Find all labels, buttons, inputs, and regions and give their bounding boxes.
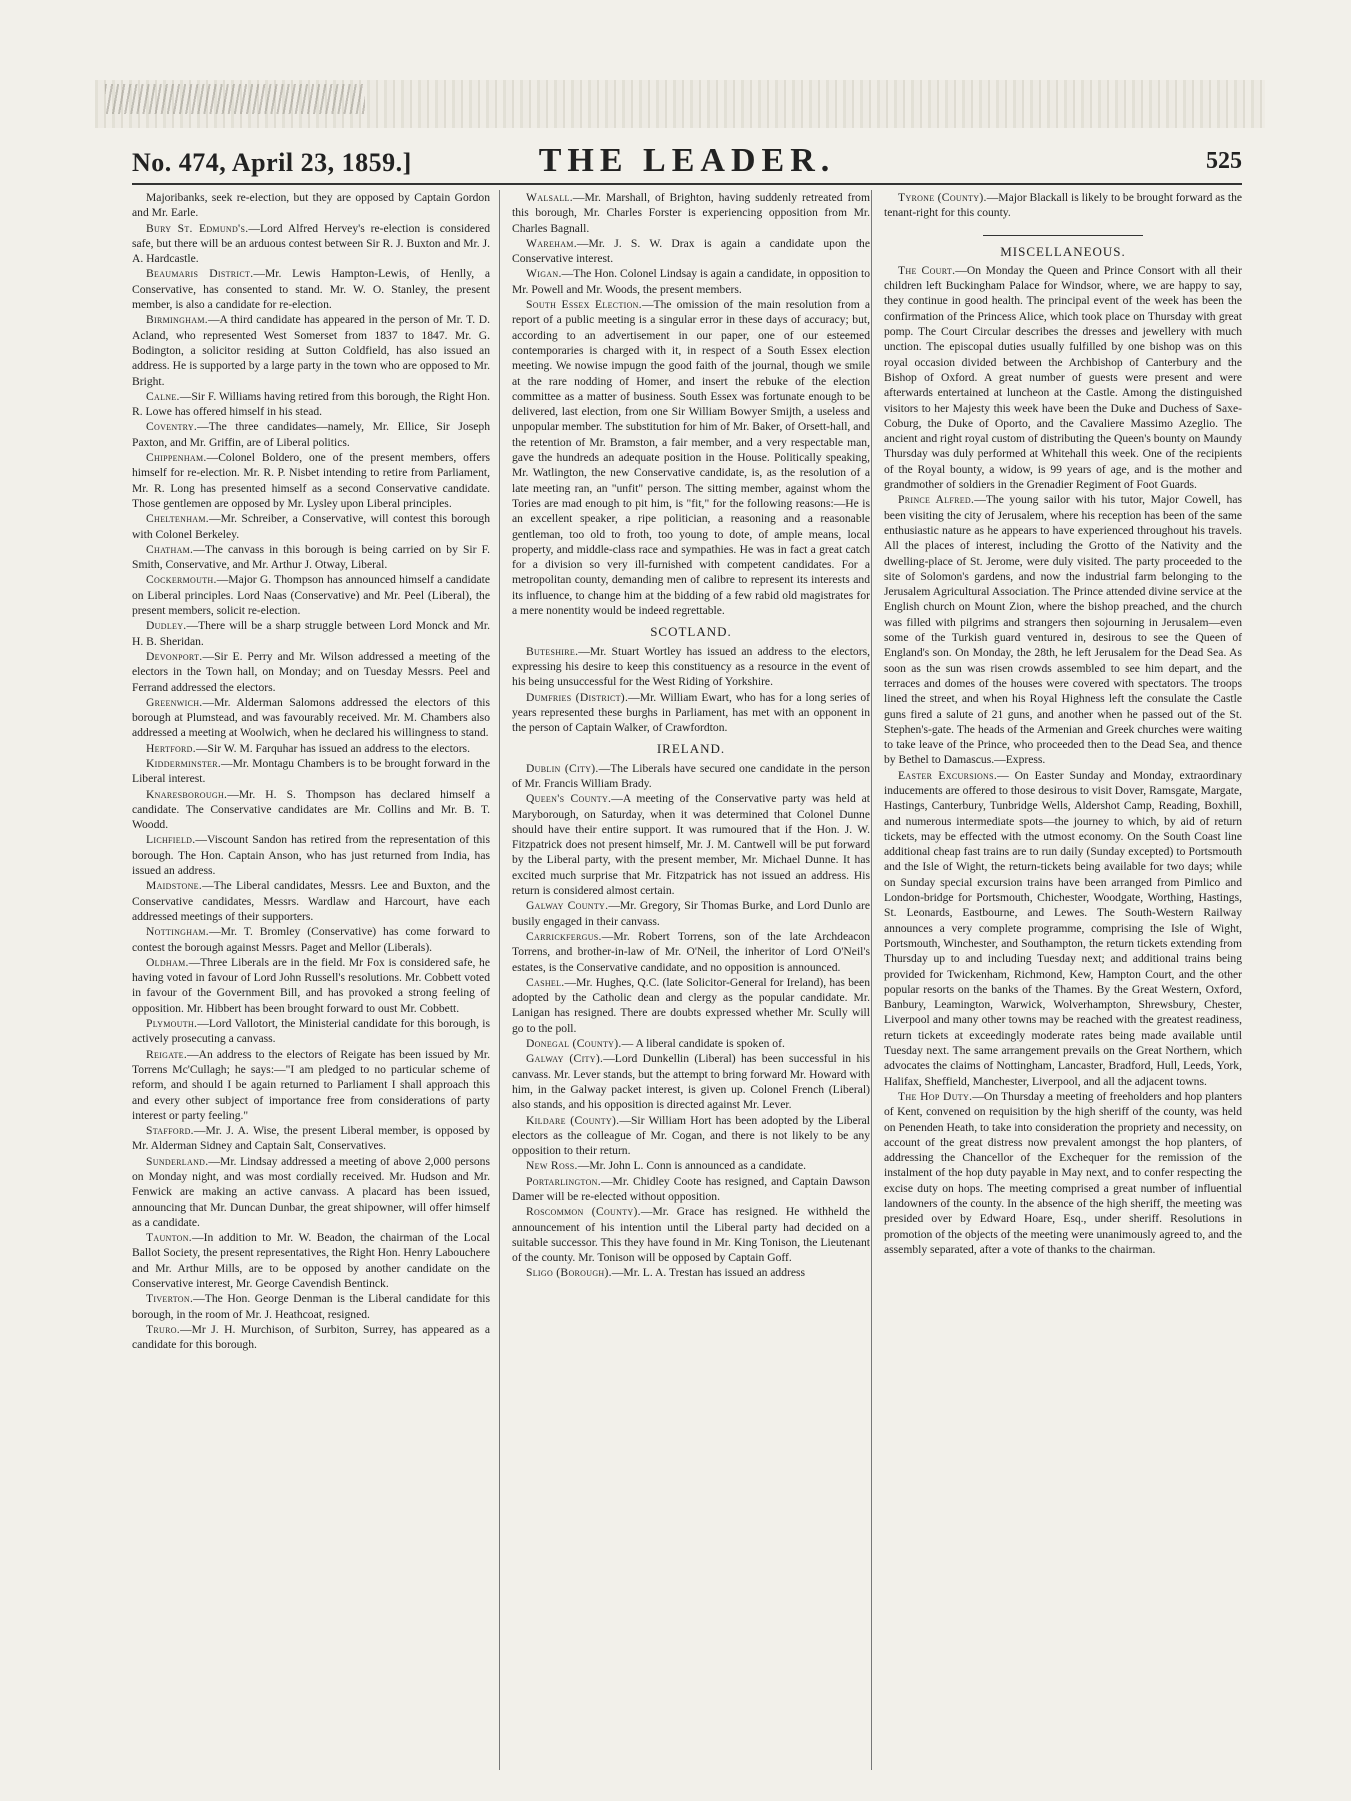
article-dateline: Knaresborough. <box>146 787 228 801</box>
scotland-items <box>512 644 870 736</box>
article-dateline: Reigate. <box>146 1047 188 1061</box>
article-dateline: Dublin (City). <box>526 761 599 775</box>
article-text: —Sir E. Perry and Mr. Wilson addressed a meeting of the electors in the Town hall, on Monday; and on Tuesday Messrs. Peel and Ferrand addressed the electors. <box>132 649 490 694</box>
article-paragraph <box>132 419 490 450</box>
article-paragraph <box>132 618 490 649</box>
article-paragraph <box>132 450 490 511</box>
article-text: —Mr. Grace has resigned. He withheld the announcement of his intention until the Liberal party had decided on a suitable successor. This they have found in Mr. King Tonison, the Lieutenant of the county. Mr. Tonison will be opposed by Captain Goff. <box>512 1205 870 1265</box>
article-text: —Colonel Boldero, one of the present members, offers himself for re-election. Mr. R. P. Nisbet intending to retire from Parliament, Mr. R. Long has presented himself as a second Conservative candidate. Those gentlemen are opposed by Mr. Lysley upon Liberal principles. <box>132 451 490 510</box>
article-paragraph <box>512 1113 870 1159</box>
article-dateline: Cheltenham. <box>146 512 209 526</box>
article-paragraph <box>132 511 490 542</box>
article-paragraph <box>512 1174 870 1205</box>
article-paragraph <box>512 266 870 297</box>
article-dateline: Tiverton. <box>146 1292 194 1306</box>
miscellaneous-heading: MISCELLANEOUS. <box>1000 243 1126 259</box>
header-rule <box>132 183 1242 185</box>
article-paragraph <box>512 236 870 267</box>
article-text: —Mr. J. A. Wise, the present Liberal member, is opposed by Mr. Alderman Sidney and Captain Salt, Conservatives. <box>132 1124 490 1153</box>
article-dateline: Galway County. <box>526 899 609 913</box>
article-dateline: Kildare (County). <box>526 1113 620 1127</box>
article-paragraph <box>884 263 1242 492</box>
article-dateline: Maidstone. <box>146 879 203 893</box>
article-text: —Major G. Thompson has announced himself a candidate on Liberal principles. Lord Naas (Conservative) and Mr. Peel (Liberal), the present members, solicit re-election. <box>132 573 490 618</box>
article-dateline: Kidderminster. <box>146 756 222 770</box>
article-text: —Viscount Sandon has retired from the representation of this borough. The Hon. Captain Anson, who has just returned from India, has issued an address. <box>132 833 490 878</box>
article-paragraph <box>512 929 870 975</box>
article-paragraph <box>132 832 490 878</box>
article-text: —Three Liberals are in the field. Mr Fox is considered safe, he having voted in favour of Lord John Russell's resolutions. Mr. Cobbett voted in favour of the Government Bill, and has provoked a strong feeling of opposition. Mr. Hibbert has been brought forward to oust Mr. Cobbett. <box>132 955 490 1015</box>
article-text: —The canvass in this borough is being carried on by Sir F. Smith, Conservative, and Mr. Arthur J. Otway, Liberal. <box>132 542 490 572</box>
article-text: —The Liberals have secured one candidate in the person of Mr. Francis William Brady. <box>512 761 870 790</box>
article-paragraph <box>512 1036 870 1051</box>
article-paragraph <box>132 741 490 756</box>
article-paragraph <box>132 787 490 833</box>
article-text: —Mr. Chidley Coote has resigned, and Captain Dawson Damer will be re-elected without opposition. <box>512 1174 870 1203</box>
article-paragraph <box>132 1230 490 1291</box>
article-text: Majoribanks, seek re-election, but they are opposed by Captain Gordon and Mr. Earle. <box>132 191 490 220</box>
article-dateline: Oldham. <box>146 955 189 969</box>
article-text: —Mr J. H. Murchison, of Surbiton, Surrey, has appeared as a candidate for this borough. <box>132 1322 490 1352</box>
article-paragraph <box>132 756 490 787</box>
election-items <box>512 190 870 618</box>
article-dateline: Greenwich. <box>146 695 203 709</box>
article-paragraph <box>512 761 870 792</box>
article-dateline: The Hop Duty. <box>898 1089 973 1103</box>
article-text: —Major Blackall is likely to be brought forward as the tenant-right for this county. <box>884 191 1242 220</box>
article-dateline: Cockermouth. <box>146 573 217 587</box>
article-dateline: Wareham. <box>526 236 577 250</box>
article-text: —Mr. J. S. W. Drax is again a candidate upon the Conservative interest. <box>512 236 870 266</box>
article-dateline: Devonport. <box>146 649 203 663</box>
scan-artifact-dark <box>105 84 365 114</box>
article-paragraph <box>132 572 490 618</box>
article-text: —The three candidates—namely, Mr. Ellice, Sir Joseph Paxton, and Mr. Griffin, are of Liberal politics. <box>132 420 490 449</box>
article-paragraph <box>512 1158 870 1173</box>
article-paragraph <box>132 542 490 573</box>
column-right <box>884 190 1242 1770</box>
article-dateline: Portarlington. <box>526 1174 601 1188</box>
article-paragraph <box>132 221 490 267</box>
article-paragraph <box>132 190 490 221</box>
article-paragraph <box>512 1051 870 1112</box>
ireland-items <box>512 761 870 1281</box>
article-dateline: Beaumaris District. <box>146 267 254 281</box>
article-dateline: Birmingham. <box>146 313 208 327</box>
article-text: —The omission of the main resolution from a report of a public meeting is a singular error in these days of accuracy; but, according to an advertisement in our paper, one of our esteemed contemporaries is charged with it, in respect of a South Essex election meeting. We nowise impugn the good faith of the journal, though we smile at the rare nodding of Homer, and insert the rebuke of the election committee as a matter of business. South Essex was fortunate enough to be delivered, last election, from one Sir William Bowyer Smijth, a useless and unpopular member. The substitution for him of Mr. Baker, of Orsett-hall, and the retention of Mr. Bramston, a fair member, and a very respectable man, gave the hundreds an adequate position in the House. Politically speaking, Mr. Watlington, the new Conservative candidate, is, as the resolution of a late meeting ran, an "unfit" person. The sitting member, against whom the Tories are mad enough to pit him, is "fit," for the following reasons:—He is an excellent speaker, a ripe politician, a reasoning and a reasonable gentleman, too old to froth, too young to dote, of ample means, local property, and middle-class race and sympathies. He was in fact a great catch for a division so very ill-furnished with competent candidates. For a metropolitan county, demanding men of calibre to represent its interests and its influence, to change him at the bidding of a few rabid old magistrates for a mere nonentity would be indeed regrettable. <box>512 298 870 618</box>
article-text: — A liberal candidate is spoken of. <box>621 1037 785 1051</box>
article-dateline: Chippenham. <box>146 451 207 465</box>
article-text: —Mr. Gregory, Sir Thomas Burke, and Lord Dunlo are busily engaged in their canvass. <box>512 899 870 928</box>
article-dateline: Donegal (County). <box>526 1037 622 1051</box>
article-paragraph <box>512 1204 870 1265</box>
article-paragraph <box>512 690 870 736</box>
article-dateline: Dudley. <box>146 619 187 633</box>
article-dateline: Calne. <box>146 389 180 403</box>
article-dateline: Walsall. <box>526 191 573 204</box>
newspaper-title: THE LEADER. <box>538 142 836 179</box>
article-paragraph <box>512 1265 870 1280</box>
article-text: —Mr. Montagu Chambers is to be brought forward in the Liberal interest. <box>132 756 490 786</box>
article-text: —The Liberal candidates, Messrs. Lee and Buxton, and the Conservative candidates, Messrs. Wardlaw and Harcourt, have each addressed meetings of their supporters. <box>132 879 490 923</box>
article-paragraph <box>132 924 490 955</box>
article-text: —On Monday the Queen and Prince Consort with all their children left Buckingham Palace for Windsor, where, we are happy to say, they continue in good health. The principal event of the week has been the confirmation of the Princess Alice, which took place on Thursday with great pomp. The Court Circular describes the dresses and jewellery with much unction. The episcopal duties usually fulfilled by one bishop was on this royal occasion divided between the Archbishop of Canterbury and the Bishop of Oxford. A great number of guests were present and were afterwards entertained at luncheon at the Castle. Among the distinguished visitors to her Majesty this week have been the Duke and Duchess of Saxe-Coburg, the Duke of Oporto, and the Cavaliere Massimo Azeglio. The ancient and right royal custom of distributing the Queen's bounty on Maundy Thursday was duly performed at Whitehall this week. One of the recipients of the Royal bounty, a widow, is 99 years of age, and is the mother and grandmother of soldiers in the Grenadier Regiment of Foot Guards. <box>884 263 1242 492</box>
article-dateline: Tyrone (County). <box>898 191 987 204</box>
section-rule <box>983 235 1143 236</box>
issue-date: No. 474, April 23, 1859.] <box>132 148 412 177</box>
article-dateline: Coventry. <box>146 420 198 434</box>
article-dateline: South Essex Election. <box>526 298 642 312</box>
article-text: —The Hon. Colonel Lindsay is again a candidate, in opposition to Mr. Powell and Mr. Woods, the present members. <box>512 267 870 296</box>
article-paragraph <box>132 1123 490 1154</box>
article-text: —A third candidate has appeared in the person of Mr. T. D. Acland, who represented West Somerset from 1837 to 1847. Mr. G. Bodington, a solicitor residing at Sutton Coldfield, has also issued an address. He is supported by a large party in the town who are opposed to Mr. Bright. <box>132 313 490 388</box>
article-text: —Sir William Hort has been adopted by the Liberal electors as the colleague of Mr. Cogan, and there is not likely to be any opposition to their return. <box>512 1113 870 1158</box>
article-text: —Sir W. M. Farquhar has issued an address to the electors. <box>195 741 470 755</box>
article-text: —On Thursday a meeting of freeholders and hop planters of Kent, convened on requisition by the high sheriff of the county, was held on Penenden Heath, to take into consideration the propriety and necessity, on account of the great distress now prevalent amongst the hop planters, of addressing the Chancellor of the Exchequer for the remission of the instalment of the hop duty payable in May next, and to confer respecting the excise duty on hops. The meeting comprised a great number of influential landowners of the county. In the absence of the high sheriff, the meeting was presided over by Edward Hoare, Esq., under sheriff. Resolutions in promotion of the objects of the meeting were unanimously agreed to, and the assembly separated, after a vote of thanks to the chairman. <box>884 1089 1242 1256</box>
article-text: —Mr. John L. Conn is announced as a candidate. <box>577 1159 807 1173</box>
article-text: —Mr. Marshall, of Brighton, having suddenly retreated from this borough, Mr. Charles Forster is experiencing opposition from Mr. Charles Bagnall. <box>512 191 870 235</box>
article-dateline: Galway (City). <box>526 1052 604 1066</box>
article-text: —An address to the electors of Reigate has been issued by Mr. Torrens Mc'Cullagh; he says:—"I am pledged to no particular scheme of reform, and should I be again returned to Parliament I shall approach this and every other subject of importance free from considerations of party interest or party feeling." <box>132 1047 490 1122</box>
article-paragraph <box>132 695 490 741</box>
article-dateline: Sligo (Borough). <box>526 1266 612 1280</box>
column-divider <box>499 190 500 1770</box>
article-text: —Mr. Stuart Wortley has issued an address to the electors, expressing his desire to keep this constituency as a resource in the event of his being unsuccessful for the West Riding of Yorkshire. <box>512 644 870 689</box>
article-text: —Sir F. Williams having retired from this borough, the Right Hon. R. Lowe has offered himself in his stead. <box>132 389 490 419</box>
article-text: —Mr. Lindsay addressed a meeting of above 2,000 persons on Monday night, and was most cordially received. Mr. Hudson and Mr. Fenwick are making an active canvass. A placard has been issued, announcing that Mr. Duncan Dunbar, the great shipowner, will offer himself as a candidate. <box>132 1154 490 1229</box>
article-paragraph <box>512 190 870 236</box>
article-paragraph <box>132 1047 490 1123</box>
tyrone-item <box>884 190 1242 221</box>
article-dateline: Taunton. <box>146 1231 193 1245</box>
article-dateline: Hertford. <box>146 741 196 755</box>
article-text: —A meeting of the Conservative party was held at Maryborough, on Saturday, when it was determined that Colonel Dunne should have their entire support. It was rumoured that if the Hon. J. W. Fitzpatrick does not present himself, Mr. J. M. Cantwell will be put forward by the Liberal party, with the present member, Mr. Michael Dunne. It has excited much surprise that Mr. Fitzpatrick has not issued an address. His return is considered almost certain. <box>512 792 870 898</box>
article-text: —Mr. Robert Torrens, son of the late Archdeacon Torrens, and brother-in-law of Mr. O'Neil, the inheritor of Lord O'Neil's estates, is the Conservative candidate, and no opposition is announced. <box>512 929 870 974</box>
article-paragraph <box>512 975 870 1036</box>
article-dateline: Truro. <box>146 1322 181 1336</box>
article-text: —Lord Alfred Hervey's re-election is considered safe, but there will be an arduous contest between Sir R. J. Buxton and Mr. J. A. Hardcastle. <box>132 221 490 266</box>
article-dateline: Bury St. Edmund's. <box>146 221 249 235</box>
article-paragraph <box>884 1089 1242 1257</box>
article-dateline: Queen's County. <box>526 792 612 806</box>
article-text: —Mr. Hughes, Q.C. (late Solicitor-General for Ireland), has been adopted by the Catholic dean and clergy as the popular candidate. Mr. Lanigan has resigned. There are doubts expressed whether Mr. Scully will go to the poll. <box>512 975 870 1035</box>
article-dateline: Cashel. <box>526 975 565 989</box>
article-text: — On Easter Sunday and Monday, extraordinary inducements are offered to those desirous to visit Dover, Ramsgate, Margate, Hastings, Canterbury, Tunbridge Wells, Aldershot Camp, Reading, Boxhill, and numerous intermediate spots—the journey to which, by aid of return tickets, may be effected with the utmost economy. On the South Coast line additional cheap fast trains are to run daily (Sunday excepted) to Portsmouth and the Isle of Wight, the return-tickets being available for two days; while on Sunday special excursion trains have been arranged from Pimlico and London-bridge for Portsmouth, Chichester, Woodgate, Worthing, Hastings, St. Leonards, Eastbourne, and Lewes. The South-Western Railway announces a very complete programme, comprising the Isle of Wight, Portsmouth, Winchester, and Southampton, the return tickets extending from Thursday up to and including Tuesday next; and additional trains being provided for Twickenham, Richmond, Kew, Hampton Court, and the other popular resorts on the banks of the Thames. By the Great Western, Oxford, Banbury, Leamington, Warwick, Wolverhampton, Shrewsbury, Chester, Liverpool and many other towns may be reached with the greatest readiness, return tickets at exceedingly moderate rates being made available until Tuesday next. The same arrangement prevails on the Great Northern, which advocates the claims of Nottingham, Lancaster, Bradford, Hull, Leeds, York, Halifax, Sheffield, Manchester, Liverpool, and all the adjacent towns. <box>884 768 1242 1088</box>
article-text: —Mr. Alderman Salomons addressed the electors of this borough at Plumstead, and was favourably received. Mr. M. Chambers also addressed a meeting at Woolwich, when he declared his willingness to stand. <box>132 695 490 740</box>
article-dateline: Lichfield. <box>146 833 196 847</box>
page-number: 525 <box>1206 148 1242 174</box>
article-text: —Mr. William Ewart, who has for a long series of years represented these burghs in Parliament, has met with an opponent in the person of Captain Walker, of Crawfordton. <box>512 690 870 735</box>
article-text: —There will be a sharp struggle between Lord Monck and Mr. H. B. Sheridan. <box>132 619 490 648</box>
article-paragraph <box>512 791 870 898</box>
article-dateline: Wigan. <box>526 267 562 281</box>
article-paragraph <box>132 1154 490 1230</box>
article-paragraph <box>884 768 1242 1089</box>
article-dateline: Roscommon (County). <box>526 1205 641 1219</box>
article-text: —Mr. T. Bromley (Conservative) has come forward to contest the borough against Messrs. Paget and Mellor (Liberals). <box>132 925 490 954</box>
article-text: —Lord Vallotort, the Ministerial candidate for this borough, is actively prosecuting a canvass. <box>132 1017 490 1046</box>
article-paragraph <box>132 266 490 312</box>
ireland-heading: IRELAND. <box>656 741 726 757</box>
article-paragraph <box>512 898 870 929</box>
article-text: —The Hon. George Denman is the Liberal candidate for this borough, in the room of Mr. J. Heathcoat, resigned. <box>132 1292 490 1321</box>
article-paragraph <box>884 492 1242 767</box>
article-text: —Lord Dunkellin (Liberal) has been successful in his canvass. Mr. Lever stands, but the attempt to bring forward Mr. Howard with him, in the Galway packet interest, is given up. Colonel French (Liberal) also stands, and his opposition is directed against Mr. Lever. <box>512 1052 870 1112</box>
article-dateline: Prince Alfred. <box>898 493 975 507</box>
article-paragraph <box>132 878 490 924</box>
article-dateline: Carrickfergus. <box>526 929 602 943</box>
article-paragraph <box>132 1016 490 1047</box>
page-header <box>132 140 1242 180</box>
article-paragraph <box>884 190 1242 221</box>
scotland-heading: SCOTLAND. <box>650 624 732 640</box>
article-paragraph <box>132 1322 490 1353</box>
article-dateline: Plymouth. <box>146 1017 198 1031</box>
article-paragraph <box>132 649 490 695</box>
article-dateline: Chatham. <box>146 542 194 556</box>
article-paragraph <box>512 644 870 690</box>
article-dateline: Buteshire. <box>526 644 579 658</box>
article-dateline: Stafford. <box>146 1124 194 1138</box>
article-dateline: Sunderland. <box>146 1154 209 1168</box>
article-text: —Mr. Lewis Hampton-Lewis, of Henlly, a Conservative, has consented to stand. Mr. W. O. Stanley, the present member, is also a candidate for re-election. <box>132 267 490 312</box>
article-dateline: The Court. <box>898 263 956 277</box>
article-text: —In addition to Mr. W. Beadon, the chairman of the Local Ballot Society, the present representatives, the Right Hon. Henry Labouchere and Mr. Arthur Mills, are to be opposed by another candidate on the Conservative interest, Mr. George Cavendish Bentinck. <box>132 1231 490 1291</box>
article-paragraph <box>132 955 490 1016</box>
article-paragraph <box>132 389 490 420</box>
article-paragraph <box>132 312 490 388</box>
article-dateline: New Ross. <box>526 1159 578 1173</box>
article-paragraph <box>132 1291 490 1322</box>
column-divider <box>871 190 872 1770</box>
article-text: —Mr. H. S. Thompson has declared himself a candidate. The Conservative candidates are Mr. Collins and Mr. B. T. Woodd. <box>132 787 490 832</box>
article-dateline: Easter Excursions. <box>898 768 998 782</box>
miscellaneous-items <box>884 263 1242 1257</box>
column-left <box>132 190 490 1770</box>
article-text: —The young sailor with his tutor, Major Cowell, has been visiting the city of Jerusalem, where his reception has been of the same enthusiastic nature as he appears to have experienced throughout his travels. All the places of interest, including the Grotto of the Nativity and the dwelling-place of St. Jerome, were duly visited. The party proceeded to the site of Solomon's gardens, and now the industrial farm belonging to the Jerusalem Agricultural Association. The Prince attended divine service at the English church on Mount Zion, where the bishop preached, and the church was filled with pilgrims and strangers then sojourning in Jerusalem—even some of the Turkish guard ventured in, desirous to see the Queen of England's son. On Monday, the 28th, he left Jerusalem for the Dead Sea. As soon as the sun was risen crowds assembled to see him depart, and the terraces and domes of the houses were covered with spectators. The troops lined the street, and when his Royal Highness left the consulate the Castle guns fired a salute of 21 guns, and another when he passed out of the St. Stephen's-gate. The heads of the Armenian and Greek churches were waiting to take leave of the Prince, who proceeded then to the Dead Sea, and thence by Bethel to Damascus.—Express. <box>884 493 1242 767</box>
article-text: —Mr. L. A. Trestan has issued an address <box>611 1266 806 1280</box>
article-text: —Mr. Schreiber, a Conservative, will contest this borough with Colonel Berkeley. <box>132 512 490 541</box>
column-middle <box>512 190 870 1770</box>
article-paragraph <box>512 297 870 618</box>
article-dateline: Dumfries (District). <box>526 690 629 704</box>
article-dateline: Nottingham. <box>146 925 210 939</box>
